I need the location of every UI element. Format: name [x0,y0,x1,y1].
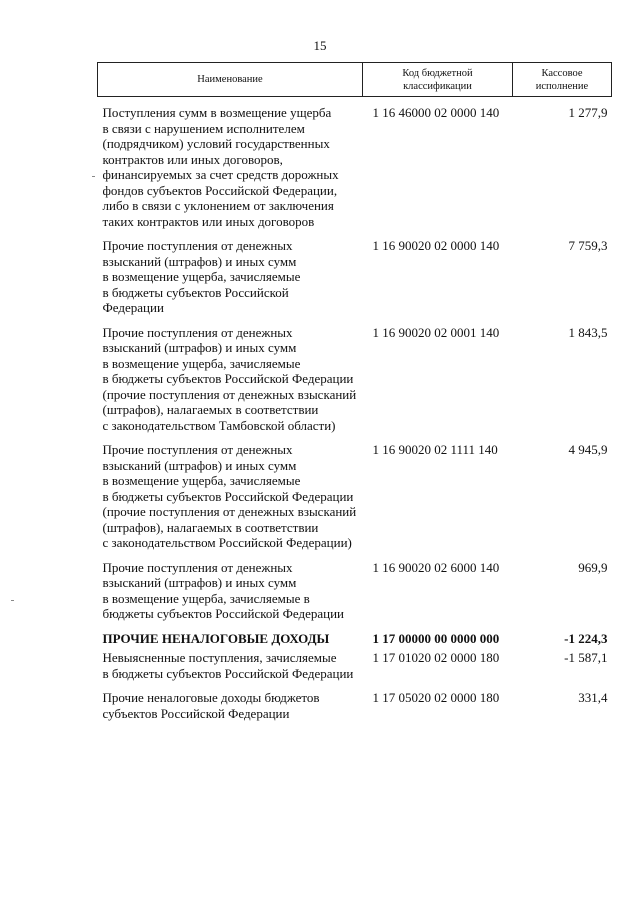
table-row [98,690,612,730]
row-name-line: с законодательством Российской Федерации) [102,535,352,550]
header-code-line: классификации [403,80,472,92]
row-code: 1 17 01020 02 0000 180 [372,650,500,665]
header-name: Наименование [98,63,363,97]
header-sum-line: Кассовое [541,67,583,79]
row-name [98,325,363,443]
table-row [98,325,612,443]
row-name-line: (штрафов), налагаемых в соответствии [102,519,319,535]
header-code [363,63,513,97]
row-code: 1 16 90020 02 6000 140 [372,559,500,575]
row-name-line: в бюджеты субъектов Российской Федерации [102,665,354,681]
row-code: 1 17 05020 02 0000 180 [372,690,500,705]
table-row [98,650,612,690]
table-row [98,97,612,239]
row-name-line: (прочие поступления от денежных взысканий [102,504,357,519]
row-name [98,650,363,690]
row-value: 7 759,3 [568,238,608,253]
row-name-line: Прочие поступления от денежных [102,238,293,253]
scan-speck [92,176,95,177]
row-code: 1 16 46000 02 0000 140 [372,105,500,120]
row-name-line: взысканий (штрафов) и иных сумм [102,457,297,473]
table-body [98,97,612,731]
row-name-line: Прочие поступления от денежных [102,324,293,340]
page-number: 15 [313,38,327,53]
row-value: 1 277,9 [568,105,608,120]
row-name-line: фондов субъектов Российской Федерации, [102,182,338,198]
row-name-line: ПРОЧИЕ НЕНАЛОГОВЫЕ ДОХОДЫ [102,630,330,646]
table-row [98,442,612,560]
row-name-line: контрактов или иных договоров, [102,151,283,167]
row-name-line: Федерации [102,300,164,315]
row-name [98,690,363,730]
table-row [98,631,612,651]
row-value: 1 843,5 [568,324,608,340]
row-value: 969,9 [578,559,608,575]
row-name [98,442,363,560]
row-value: -1 587,1 [564,650,608,665]
header-sum-line: исполнение [535,80,589,92]
table-row [98,560,612,631]
row-name-line: взысканий (штрафов) и иных сумм [102,575,297,590]
row-name-line: Прочие неналоговые доходы бюджетов [102,690,320,705]
row-name [98,631,363,651]
row-name [98,238,363,325]
row-name-line: в бюджеты субъектов Российской Федерации [102,488,354,504]
row-name-line: Прочие поступления от денежных [102,559,293,575]
row-name-line: (прочие поступления от денежных взысканий [102,386,357,402]
row-code: 1 16 90020 02 1111 140 [372,442,498,457]
row-name-line: взысканий (штрафов) и иных сумм [102,340,297,355]
row-name-line: Невыясненные поступления, зачисляемые [102,650,337,665]
row-name-line: в возмещение ущерба, зачисляемые [102,269,301,284]
row-name-line: в связи с нарушением исполнителем [102,120,305,136]
row-name-line: в бюджеты субъектов Российской Федерации [102,371,354,386]
header-sum [513,63,612,97]
row-code: 1 16 90020 02 0001 140 [372,324,500,340]
table-header [98,63,612,97]
row-name-line: Поступления сумм в возмещение ущерба [102,105,332,120]
row-name-line: в возмещение ущерба, зачисляемые [102,355,301,371]
row-name-line: (штрафов), налагаемых в соответствии [102,402,319,417]
header-code-line: Код бюджетной [402,67,473,79]
row-code: 1 17 00000 00 0000 000 [372,630,500,646]
row-name-line: в бюджеты субъектов Российской [102,284,289,300]
row-name [98,97,363,239]
row-name-line: в возмещение ущерба, зачисляемые [102,473,301,488]
row-value: 331,4 [578,690,608,705]
row-value: 4 945,9 [568,442,608,457]
table-row [98,238,612,325]
row-name-line: либо в связи с уклонением от заключения [102,198,334,213]
row-name-line: Прочие поступления от денежных [102,442,293,457]
row-name-line: субъектов Российской Федерации [102,705,290,721]
row-name-line: в возмещение ущерба, зачисляемые в [102,590,310,606]
row-code: 1 16 90020 02 0000 140 [372,238,500,253]
row-name-line: (подрядчиком) условий государственных [102,136,330,151]
row-name-line: взысканий (штрафов) и иных сумм [102,253,297,269]
budget-table [97,62,612,730]
row-name-line: с законодательством Тамбовской области) [102,417,336,433]
row-name-line: таких контрактов или иных договоров [102,213,315,229]
row-name-line: бюджеты субъектов Российской Федерации [102,606,344,621]
row-value: -1 224,3 [564,630,608,646]
row-name [98,560,363,631]
scan-speck [11,600,14,601]
row-name-line: финансируемых за счет средств дорожных [102,167,339,182]
